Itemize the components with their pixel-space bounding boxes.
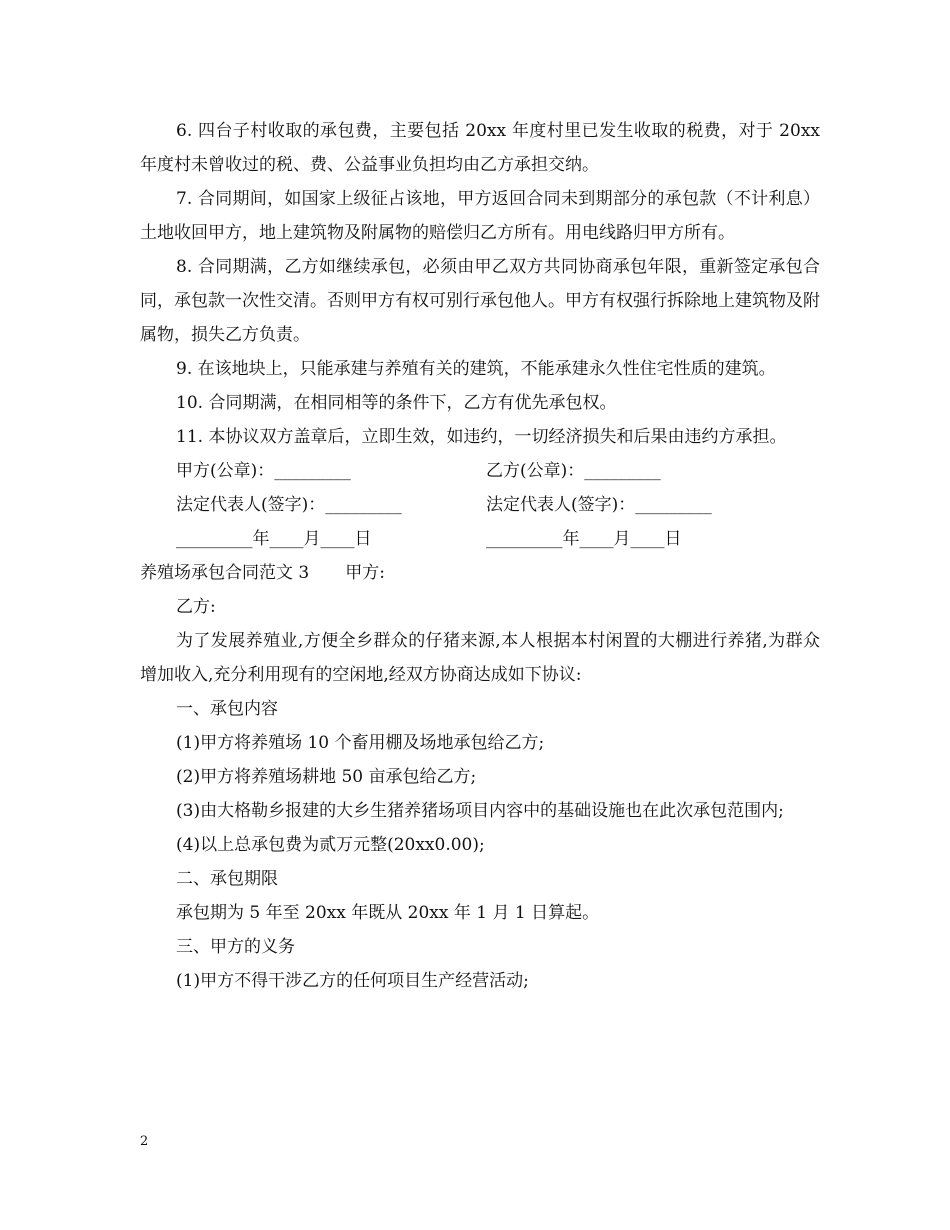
content-item-2: (2)甲方将养殖场耕地 50 亩承包给乙方; <box>176 767 477 787</box>
party-b-seal-line: 乙方(公章)：_________ <box>486 461 661 481</box>
clause-8: 8. 合同期满，乙方如继续承包，必须由甲乙双方共同协商承包年限，重新签定承包合同，承包款一次性交清。否则甲方有权可别行承包他人。甲方有权强行拆除地上建筑物及附属物，损失乙方负责。 <box>140 257 820 345</box>
page-number: 2 <box>140 1134 149 1149</box>
clause-6: 6. 四台子村收取的承包费，主要包括 20xx 年度村里已发生收取的税费，对于 20xx 年度村未曾收过的税、费、公益事业负担均由乙方承担交纳。 <box>140 121 820 175</box>
party-b-label: 乙方: <box>176 597 216 617</box>
signature-rep-row <box>140 488 820 522</box>
party-b-rep-line: 法定代表人(签字)：_________ <box>486 495 712 515</box>
contract-title: 养殖场承包合同范文 3 <box>140 563 310 583</box>
contract-heading-line <box>140 556 820 590</box>
content-item-4: (4)以上总承包费为贰万元整(20xx0.00); <box>176 835 485 855</box>
party-a-label: 甲方: <box>345 563 385 583</box>
section-heading-content: 一、承包内容 <box>176 699 278 719</box>
content-item-1: (1)甲方将养殖场 10 个畜用棚及场地承包给乙方; <box>176 733 545 753</box>
clause-9: 9. 在该地块上，只能承建与养殖有关的建筑，不能承建永久性住宅性质的建筑。 <box>176 359 776 379</box>
document-body <box>140 114 820 998</box>
term-text: 承包期为 5 年至 20xx 年既从 20xx 年 1 月 1 日算起。 <box>176 903 600 923</box>
contract-intro: 为了发展养殖业,方便全乡群众的仔猪来源,本人根据本村闲置的大棚进行养猪,为群众增加收入,充分利用现有的空闲地,经双方协商达成如下协议: <box>140 631 820 685</box>
section-heading-obligations: 三、甲方的义务 <box>176 937 295 957</box>
heading-spacer <box>309 556 345 590</box>
party-a-date-line: _________年____月____日 <box>176 529 372 549</box>
signature-seal-row <box>140 454 820 488</box>
clause-7: 7. 合同期间，如国家上级征占该地，甲方返回合同未到期部分的承包款（不计利息）土地收回甲方，地上建筑物及附属物的赔偿归乙方所有。用电线路归甲方所有。 <box>140 189 820 243</box>
clause-11: 11. 本协议双方盖章后，立即生效，如违约，一切经济损失和后果由违约方承担。 <box>176 427 787 447</box>
party-a-rep-line: 法定代表人(签字)：_________ <box>176 495 402 515</box>
party-a-seal-line: 甲方(公章)：_________ <box>176 461 351 481</box>
content-item-3: (3)由大格勒乡报建的大乡生猪养猪场项目内容中的基础设施也在此次承包范围内; <box>176 801 784 821</box>
signature-date-row <box>140 522 820 556</box>
section-heading-term: 二、承包期限 <box>176 869 278 889</box>
clause-10: 10. 合同期满，在相同相等的条件下，乙方有优先承包权。 <box>176 393 617 413</box>
obligation-item-1: (1)甲方不得干涉乙方的任何项目生产经营活动; <box>176 971 529 991</box>
party-b-date-line: _________年____月____日 <box>486 529 682 549</box>
